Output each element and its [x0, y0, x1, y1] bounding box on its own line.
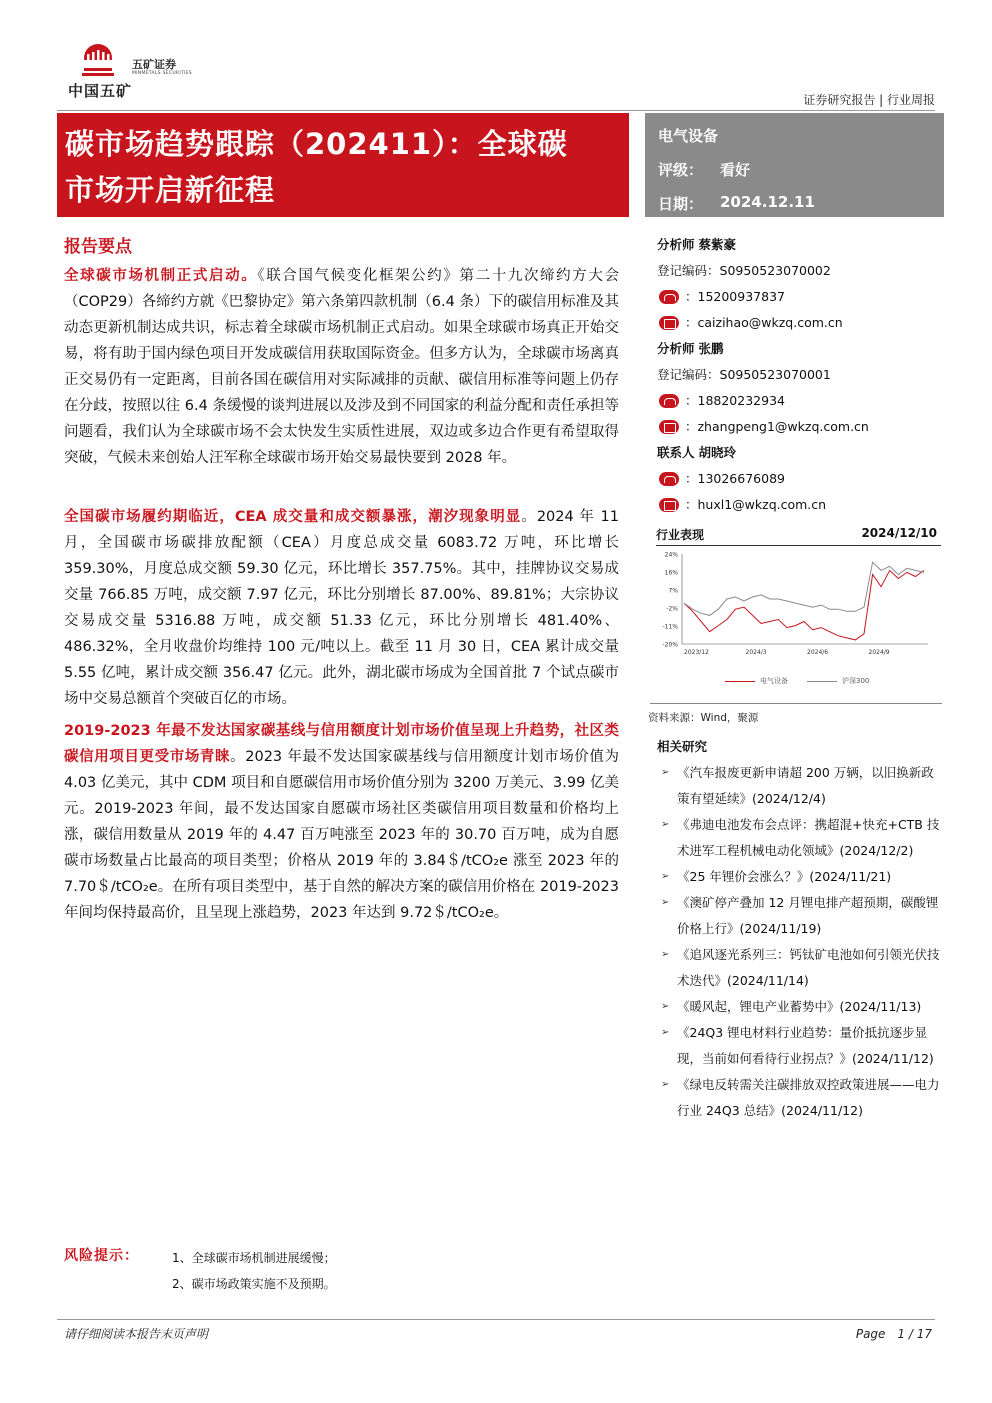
- y-tick-label: 24%: [664, 551, 678, 559]
- analyst-1-reg-code: S0950523070002: [719, 263, 831, 278]
- related-research-item[interactable]: [657, 760, 942, 812]
- analyst-2-email-row: [657, 414, 947, 440]
- analyst-2-reg: [657, 362, 947, 388]
- company-logo: [64, 40, 214, 100]
- related-research-title: 相关研究: [657, 739, 708, 754]
- analyst-2-phone: ：18820232934: [685, 393, 785, 408]
- related-research-item[interactable]: [657, 864, 942, 890]
- footer-disclaimer: 请仔细阅读本报告末页声明: [64, 1327, 209, 1341]
- minmetals-logo-icon: [78, 42, 118, 80]
- related-research-text: 《24Q3 锂电材料行业趋势：量价抵抗逐步显现，当前如何看待行业拐点？》(2024/11/12): [677, 1025, 934, 1066]
- rating-box: [645, 113, 944, 217]
- y-tick-label: -2%: [666, 605, 678, 613]
- paragraph-2-body: 。2024 年 11 月，全国碳市场碳排放配额（CEA）月度总成交量 6083.72 万吨，环比增长 359.30%，月度总成交额 59.30 亿元，环比增长 357.75%。其中，挂牌协议交易成交量 766.85 万吨，成交额 7.97 亿元，环比分别增长 87.00%、89.81%；大宗协议交易成交量 5316.88 万吨，成交额 51.33 亿元，环比分别增长 481.40%、486.32%，全月收盘价均维持 100 元/吨以上。截至 11 月 30 日，CEA 累计成交量 5.55 亿吨，累计成交额 356.47 亿元。此外，湖北碳市场成为全国首批 7 个试点碳市场中交易总额首个突破百亿的市场。: [64, 509, 619, 707]
- analyst-2-name: 张鹏: [698, 341, 724, 356]
- related-research-text: 《追风逐光系列三：钙钛矿电池如何引领光伏技术迭代》(2024/11/14): [677, 947, 940, 988]
- date-value: 2024.12.11: [720, 193, 815, 211]
- analyst-1-header: [657, 232, 947, 258]
- phone-icon: [659, 394, 679, 408]
- analyst-1-role: 分析师: [657, 237, 695, 252]
- related-research-text: 《绿电反转需关注碳排放双控政策进展——电力行业 24Q3 总结》(2024/11/12): [677, 1077, 940, 1118]
- section-title: 报告要点: [64, 237, 132, 257]
- series-line: [684, 562, 924, 615]
- x-tick-label: 2023/12: [684, 649, 709, 656]
- email-icon: [659, 316, 679, 330]
- rating-value: 看好: [720, 161, 751, 179]
- contact-email[interactable]: ：huxl1@wkzq.com.cn: [685, 497, 827, 512]
- analyst-1-email[interactable]: ：caizihao@wkzq.com.cn: [685, 315, 843, 330]
- paragraph-3-lead: 2019-2023 年最不发达国家碳基线与信用额度计划市场价值呈现上升趋势，社区类碳信用项目更受市场青睐: [64, 723, 619, 765]
- related-research-item[interactable]: [657, 942, 942, 994]
- related-research-list: [657, 760, 942, 1124]
- title-line-1: 碳市场趋势跟踪（202411）：全球碳: [65, 127, 568, 161]
- analyst-2-header: [657, 336, 947, 362]
- analyst-1-reg: [657, 258, 947, 284]
- arrow-bullet-icon: ➢: [661, 871, 670, 882]
- related-research-item[interactable]: [657, 1020, 942, 1072]
- arrow-bullet-icon: ➢: [661, 1027, 670, 1038]
- related-research-text: 《25 年锂价会涨么？》(2024/11/21): [677, 869, 892, 884]
- chart-source: 资料来源：Wind，聚源: [648, 712, 759, 724]
- related-research-item[interactable]: [657, 994, 942, 1020]
- y-tick-label: 16%: [664, 569, 678, 577]
- arrow-bullet-icon: ➢: [661, 1001, 670, 1012]
- legend-swatch-index: [807, 681, 837, 682]
- email-icon: [659, 420, 679, 434]
- arrow-bullet-icon: ➢: [661, 897, 670, 908]
- analyst-2-phone-row: [657, 388, 947, 414]
- paragraph-2: [64, 504, 619, 712]
- analyst-1-name: 蔡紫豪: [698, 237, 737, 252]
- performance-header: [656, 526, 941, 546]
- analyst-2-email[interactable]: ：zhangpeng1@wkzq.com.cn: [685, 419, 869, 434]
- paragraph-1-lead: 全球碳市场机制正式启动。: [64, 268, 258, 284]
- related-research-item[interactable]: [657, 812, 942, 864]
- paragraph-3-body: 。2023 年最不发达国家碳基线与信用额度计划市场价值为 4.03 亿美元，其中 CDM 项目和自愿碳信用市场价值分别为 3200 万美元、3.99 亿美元。2019-2023 年间，最不发达国家自愿碳市场社区类碳信用项目数量和价格均上涨，碳信用数量从 2019 年的 4.47 百万吨涨至 2023 年的 30.70 百万吨，成为自愿碳市场数量占比最高的项目类型；价格从 2019 年的 3.84＄/tCO₂e 涨至 2023 年的 7.70＄/tCO₂e。在所有项目类型中，基于自然的解决方案的碳信用价格在 2019-2023 年间均保持最高价，且呈现上涨趋势，2023 年达到 9.72＄/tCO₂e。: [64, 749, 620, 921]
- page-number: Page 1 / 17: [855, 1327, 932, 1341]
- paragraph-1: [64, 263, 619, 471]
- x-tick-label: 2024/9: [868, 649, 890, 656]
- logo-main-text: 中国五矿: [68, 82, 133, 100]
- contact-role: 联系人: [657, 445, 695, 460]
- risk-title: 风险提示：: [64, 1248, 139, 1264]
- logo-sub-en: MINMETALS SECURITIES: [132, 71, 192, 76]
- contact-name: 胡晓玲: [698, 445, 737, 460]
- x-tick-label: 2024/6: [807, 649, 829, 656]
- phone-icon: [659, 290, 679, 304]
- related-research-text: 《汽车报废更新申请超 200 万辆，以旧换新政策有望延续》(2024/12/4): [677, 765, 934, 806]
- legend-swatch-sector: [725, 681, 755, 682]
- paragraph-1-body: 《联合国气候变化框架公约》第二十九次缔约方大会（COP29）各缔约方就《巴黎协定》第六条第四款机制（6.4 条）下的碳信用标准及其动态更新机制达成共识，标志着全球碳市场机制正式启动。如果全球碳市场真正开始交易，将有助于国内绿色项目开发成碳信用获取国际资金。但多方认为，全球碳市场离真正交易仍有一定距离，目前各国在碳信用对实际减排的贡献、碳信用标准等问题上仍存在分歧，按照以往 6.4 条缓慢的谈判进展以及涉及到不同国家的利益分配和责任承担等问题看，我们认为全球碳市场不会太快发生实质性进展，双边或多边合作更有希望取得突破，气候未来创始人汪军称全球碳市场开始交易最快要到 2028 年。: [64, 268, 620, 466]
- analyst-2-reg-code: S0950523070001: [719, 367, 831, 382]
- analyst-1-phone-row: [657, 284, 947, 310]
- contact-phone-row: [657, 466, 947, 492]
- chart-legend: [650, 676, 942, 690]
- arrow-bullet-icon: ➢: [661, 949, 670, 960]
- risk-item-2: 2、碳市场政策实施不及预期。: [172, 1277, 336, 1291]
- sector-label: 电气设备: [658, 127, 719, 145]
- logo-sub-cn: 五矿证券: [132, 58, 176, 71]
- email-icon: [659, 498, 679, 512]
- x-tick-label: 2024/3: [745, 649, 767, 656]
- performance-chart-svg: [650, 548, 942, 674]
- paragraph-3: [64, 718, 619, 926]
- arrow-bullet-icon: ➢: [661, 1079, 670, 1090]
- performance-title: 行业表现: [656, 528, 705, 542]
- related-research-item[interactable]: [657, 890, 942, 942]
- contact-phone: ：13026676089: [685, 471, 785, 486]
- performance-date: 2024/12/10: [861, 526, 937, 540]
- title-line-2: 市场开启新征程: [65, 173, 276, 207]
- arrow-bullet-icon: ➢: [661, 819, 670, 830]
- paragraph-2-lead: 全国碳市场履约期临近，CEA 成交量和成交额暴涨，潮汐现象明显: [64, 509, 522, 525]
- analyst-1-reg-label: 登记编码：: [657, 263, 720, 278]
- legend-label-index: 沪深300: [842, 677, 870, 685]
- footer-divider: [57, 1319, 935, 1320]
- related-research-text: 《弗迪电池发布会点评：携超混+快充+CTB 技术进军工程机械电动化领域》(2024/12/2): [677, 817, 940, 858]
- rating-label: 评级：: [658, 161, 704, 179]
- analyst-1-phone: ：15200937837: [685, 289, 785, 304]
- y-tick-label: 7%: [668, 587, 678, 595]
- header-divider: [57, 110, 935, 111]
- contact-email-row: [657, 492, 947, 518]
- date-label: 日期：: [658, 195, 704, 213]
- analyst-2-reg-label: 登记编码：: [657, 367, 720, 382]
- analyst-1-email-row: [657, 310, 947, 336]
- report-type: 证券研究报告 | 行业周报: [803, 93, 935, 107]
- analyst-panel: [657, 232, 947, 518]
- title-banner: [57, 113, 629, 217]
- arrow-bullet-icon: ➢: [661, 767, 670, 778]
- risk-item-1: 1、全球碳市场机制进展缓慢；: [172, 1251, 336, 1265]
- y-tick-label: -20%: [662, 641, 678, 649]
- y-tick-label: -11%: [662, 623, 678, 631]
- chart-divider: [650, 703, 942, 704]
- analyst-2-role: 分析师: [657, 341, 695, 356]
- performance-chart: [650, 548, 942, 688]
- related-research-text: 《澳矿停产叠加 12 月锂电排产超预期，碳酸锂价格上行》(2024/11/19): [677, 895, 939, 936]
- phone-icon: [659, 472, 679, 486]
- legend-label-sector: 电气设备: [760, 677, 788, 685]
- related-research-text: 《暖风起，锂电产业蓄势中》(2024/11/13): [677, 999, 922, 1014]
- contact-header: [657, 440, 947, 466]
- related-research-item[interactable]: [657, 1072, 942, 1124]
